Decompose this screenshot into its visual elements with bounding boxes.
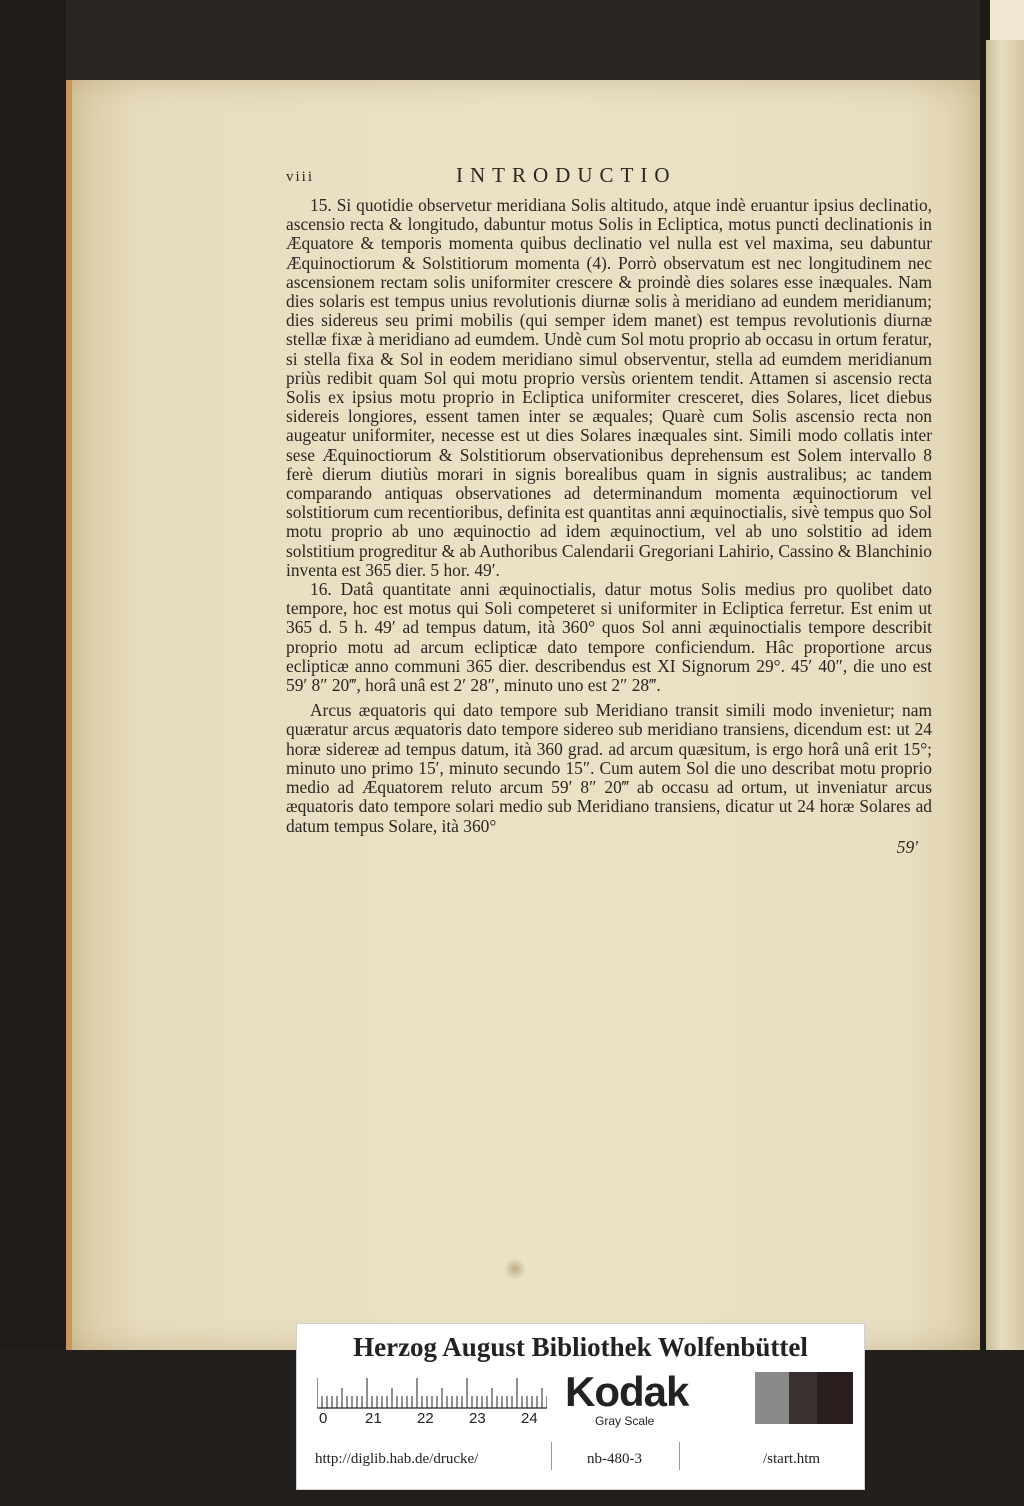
ruler-number: 21 xyxy=(365,1410,382,1427)
gray-patch xyxy=(789,1372,817,1424)
gray-patch xyxy=(705,1372,755,1424)
ink-stain xyxy=(504,1258,526,1280)
facing-page-edge xyxy=(986,40,1024,1360)
ruler-numbers xyxy=(313,1410,553,1430)
digital-library-url: http://diglib.hab.de/drucke/ xyxy=(315,1451,479,1467)
gray-patch xyxy=(755,1372,789,1424)
page-text-block xyxy=(286,163,932,857)
scan-background-left xyxy=(0,0,66,1506)
gray-patches xyxy=(705,1372,853,1424)
running-head: INTRODUCTIO xyxy=(456,163,677,187)
paragraph-15: 15. Si quotidie observetur meridiana Solis altitudo, atque indè eruantur ipsius declinatio, ascensio recta & longitudo, dabuntur motus Solis in Ecliptica, motus puncti declinationis in Æquatore & temporis momenta quibus declinatio vel nulla est vel maxima, seu dabuntur Æquinoctiorum & Solstitiorum momenta (4). Porrò observatum est nec longitudinem nec ascensionem rectam solis uniformiter crescere & proindè dies solares esse inæquales. Nam dies solaris est tempus unius revolutionis diurnæ solis à meridiano ad eundem meridianum; dies sidereus seu primi mobilis (qui semper idem manet) est tempus revolutionis diurnæ stellæ fixæ à meridiano ad eumdem. Undè cum Sol motu proprio ab occasu in ortum feratur, si stella fixa & Sol in eodem meridiano simul observentur, stella ad eumdem meridianum priùs redibit quam Sol qui motu proprio versùs orientem tendit. Attamen si ascensio recta Solis ex ipsius motu proprio in Ecliptica uniformiter cresceret, dies Solares, licet diebus sidereis longiores, essent tamen inter se æquales; Quarè cum Solis ascensio recta non augeatur uniformiter, necesse est ut dies Solares inæquales sint. Simili modo collatis inter sese Æquinoctiorum & Solstitiorum observationibus deprehensum est Solem intervallo 8 ferè dierum diutiùs morari in signis borealibus quam in signis australibus; ac tandem comparando antiquas observationes ad determinandum momenta æquinoctiorum vel solstitiorum cum recentioribus, definita est quantitas anni æquinoctialis, sivè tempus quo Sol motu proprio ab uno æquinoctio ad idem æquinoctium, vel ab uno solstitio ad idem solstitium progreditur & ab Authoribus Calendarii Gregoriani Lahirio, Cassino & Blanchinio inventa est 365 dier. 5 hor. 49′. xyxy=(286,195,932,580)
ruler-number: 22 xyxy=(417,1410,434,1427)
paragraph-arcus: Arcus æquatoris qui dato tempore sub Meridiano transit simili modo invenietur; nam quæratur arcus æquatoris dato tempore sidereo sub meridiano transiens, dicendum est: ut 24 horæ sidereæ ad tempus datum, ità 360 grad. ad arcum quæsitum, is ergo horâ unâ erit 15°; minuto uno primo 15′, minuto secundo 15″. Cum autem Sol die uno describat motu proprio medio ad Æquatorem reluto arcum 59′ 8″ 20‴ ab occasu ad ortum, ut inveniatur arcus æquatoris dato tempore solari medio sub Meridiano transiens, dicatur ut 24 horæ Solares ad datum tempus Solare, ità 360° xyxy=(286,700,932,836)
kodak-logo: Kodak xyxy=(565,1368,689,1415)
paragraph-16: 16. Datâ quantitate anni æquinoctialis, datur motus Solis medius pro quolibet dato tempore, hoc est motus qui Soli competeret si uniformiter in Ecliptica ferretur. Est enim ut 365 d. 5 h. 49′ ad tempus datum, ità 360° quos Sol anni æquinoctialis tempore describit proprio motu ad arcum eclipticæ dato tempore conficiendum. Hâc proportione arcus eclipticæ anno communi 365 dier. describendus est XI Signorum 29°. 45′ 40″, die uno est 59′ 8″ 20‴, horâ unâ est 2′ 28″, minuto uno est 2″ 28‴. xyxy=(286,579,932,696)
ruler-icon xyxy=(317,1370,547,1410)
divider xyxy=(679,1442,680,1470)
folio-number: viii xyxy=(286,169,315,185)
color-target-card xyxy=(296,1323,865,1490)
page-header xyxy=(286,163,932,196)
shelfmark: nb-480-3 xyxy=(587,1451,642,1467)
start-page-link: /start.htm xyxy=(763,1451,821,1467)
ruler-number: 24 xyxy=(521,1410,538,1427)
page-gilt-edge xyxy=(66,80,72,1350)
ruler-number: 23 xyxy=(469,1410,486,1427)
gray-scale-label: Gray Scale xyxy=(595,1414,655,1428)
gray-patch xyxy=(817,1372,853,1424)
catchword: 59′ xyxy=(896,836,918,857)
ruler-number: 0 xyxy=(319,1410,328,1427)
library-name: Herzog August Bibliothek Wolfenbüttel xyxy=(353,1332,808,1362)
divider xyxy=(551,1442,552,1470)
